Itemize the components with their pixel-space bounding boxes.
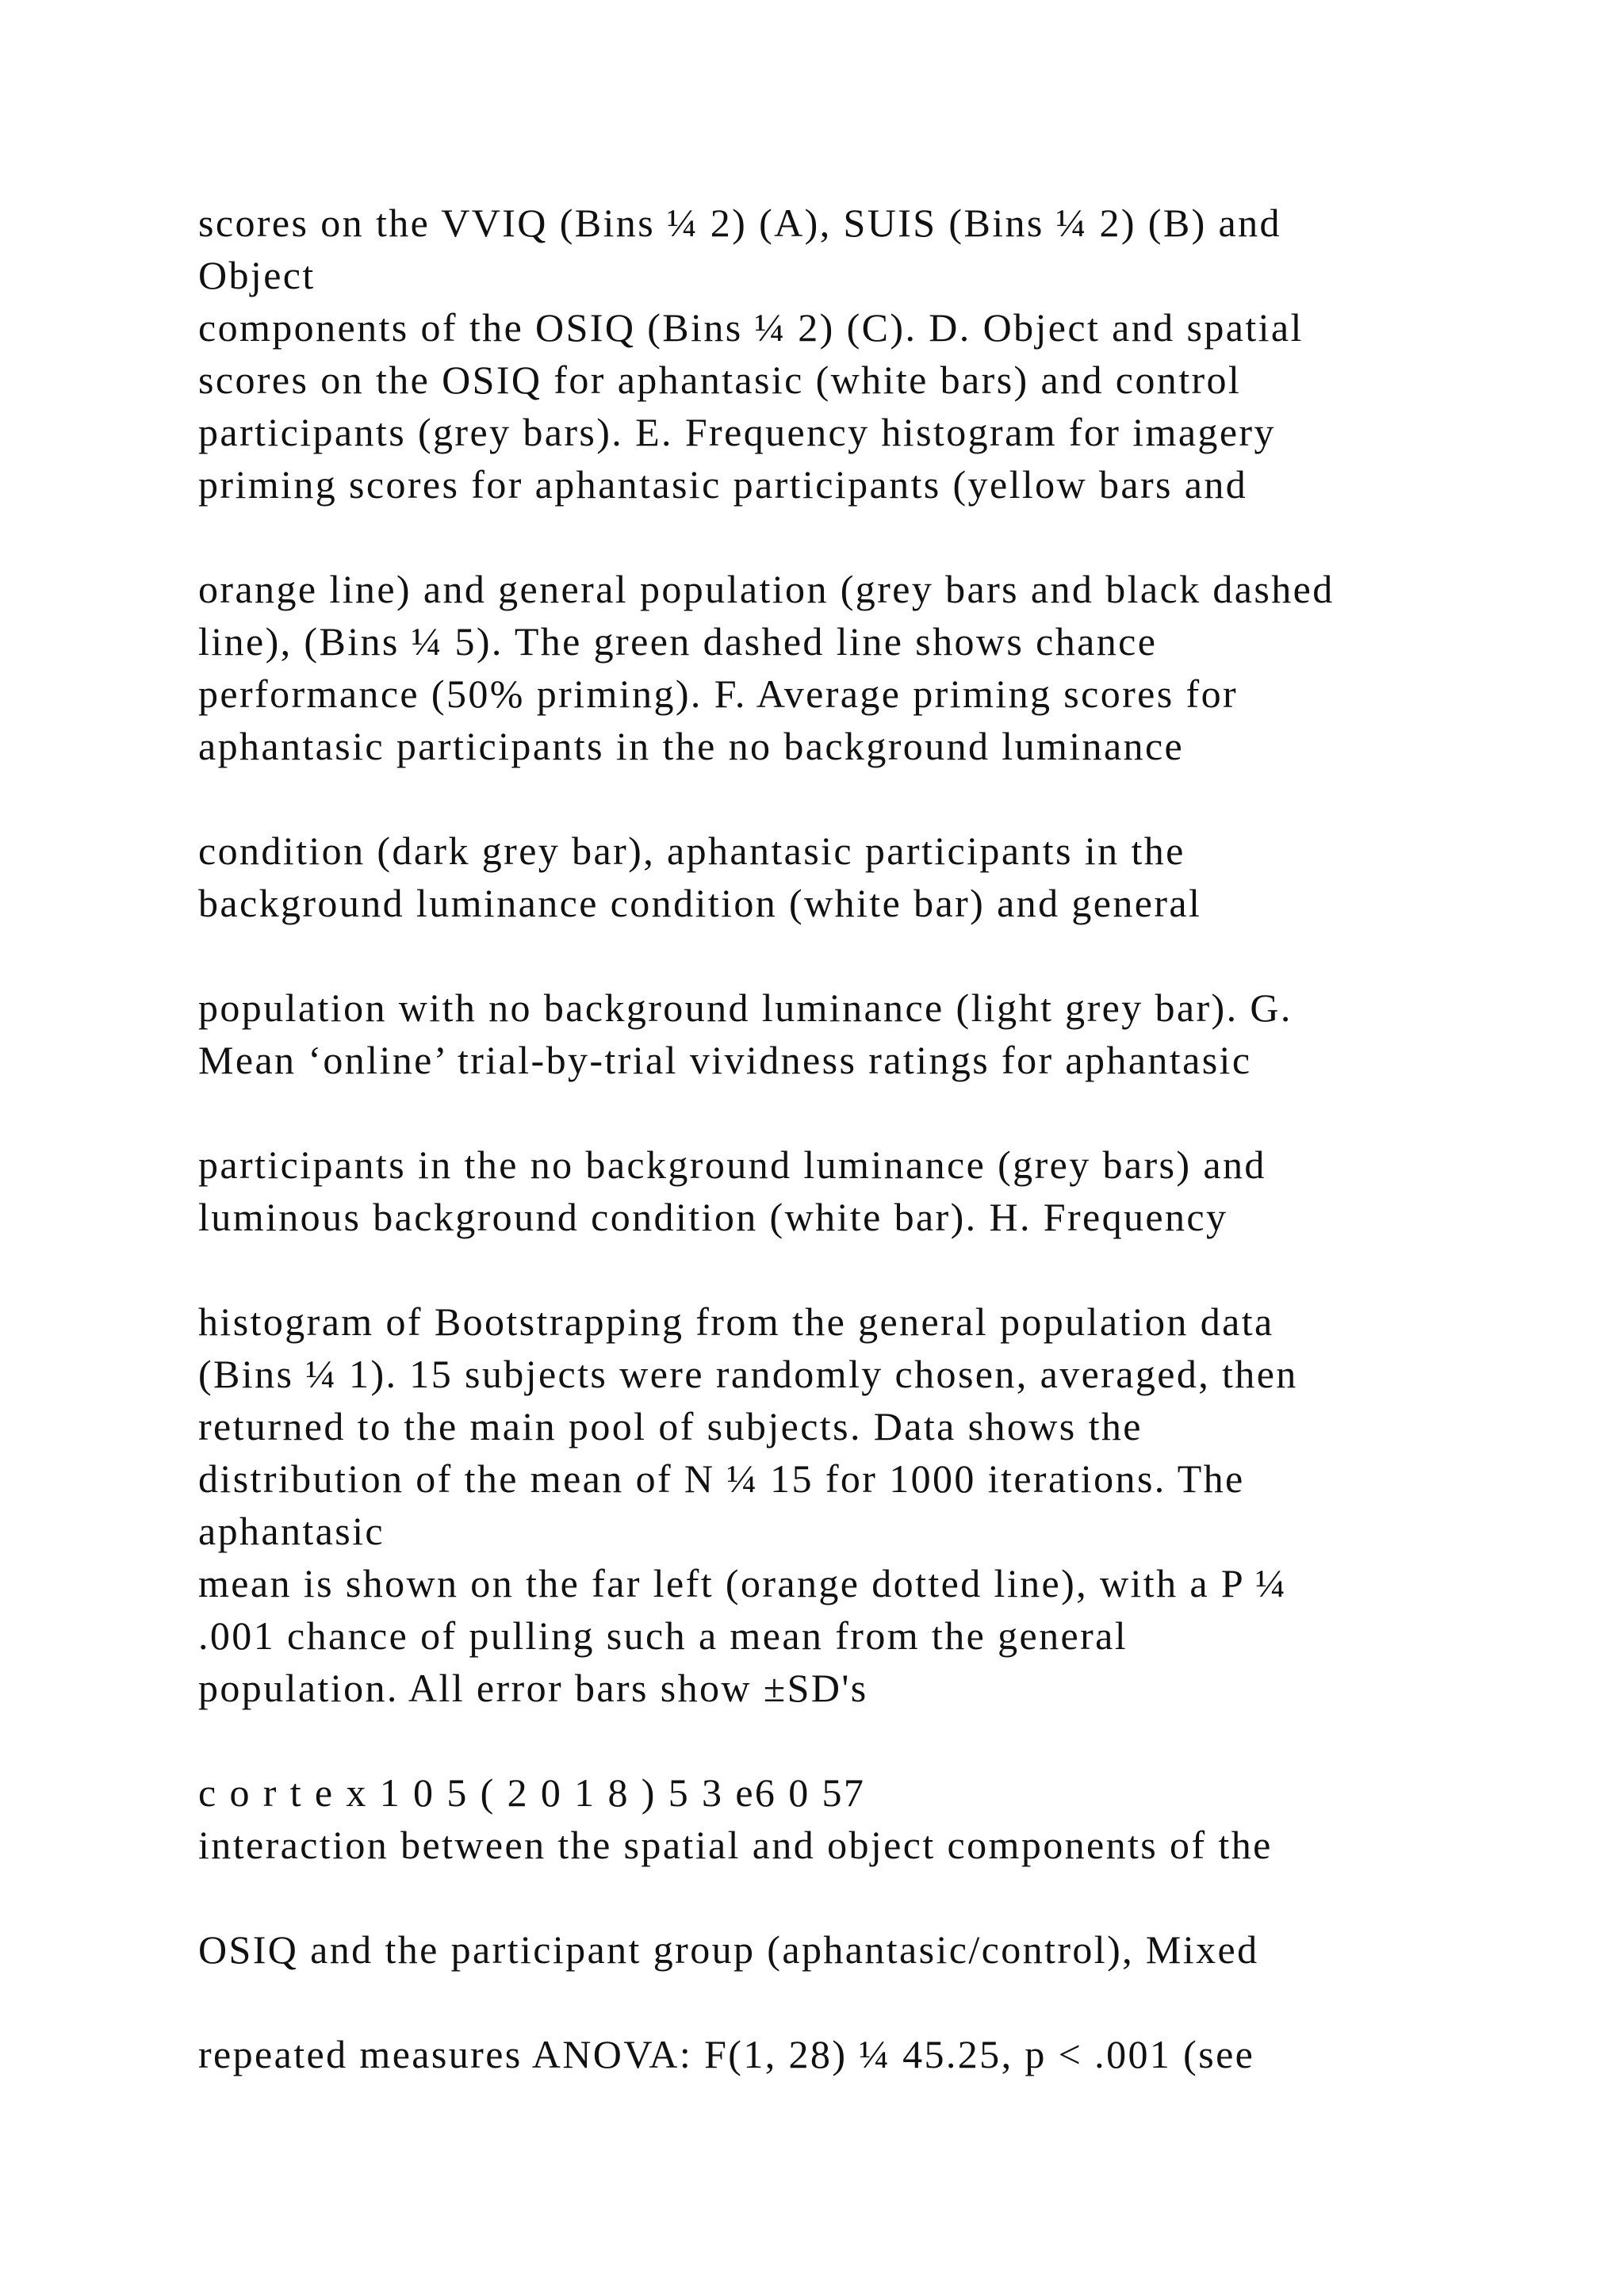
text-line: luminous background condition (white bar). H. Frequency <box>198 1195 1228 1239</box>
text-line: participants in the no background luminance (grey bars) and <box>198 1142 1266 1187</box>
text-line: performance (50% priming). F. Average priming scores for <box>198 672 1239 716</box>
text-line: aphantasic participants in the no background luminance <box>198 724 1185 768</box>
blank-line <box>198 1714 1546 1766</box>
text-line: population. All error bars show ±SD's <box>198 1666 868 1710</box>
text-line: Object <box>198 253 316 297</box>
running-footer: c o r t e x 1 0 5 ( 2 0 1 8 ) 5 3 e6 0 57 <box>198 1770 866 1815</box>
text-line: components of the OSIQ (Bins ¼ 2) (C). D. Object and spatial <box>198 305 1304 350</box>
text-line: .001 chance of pulling such a mean from the general <box>198 1613 1128 1658</box>
blank-line <box>198 929 1546 982</box>
text-line: scores on the VVIQ (Bins ¼ 2) (A), SUIS (Bins ¼ 2) (B) and <box>198 201 1281 245</box>
blank-line <box>198 1871 1546 1923</box>
text-line: (Bins ¼ 1). 15 subjects were randomly chosen, averaged, then <box>198 1352 1298 1396</box>
text-line: line), (Bins ¼ 5). The green dashed line shows chance <box>198 619 1158 664</box>
text-line: priming scores for aphantasic participants (yellow bars and <box>198 462 1248 507</box>
text-line: interaction between the spatial and object components of the <box>198 1823 1273 1867</box>
text-line: scores on the OSIQ for aphantasic (white bars) and control <box>198 358 1242 402</box>
blank-line <box>198 1976 1546 2028</box>
text-line: histogram of Bootstrapping from the general population data <box>198 1299 1274 1344</box>
blank-line <box>198 1086 1546 1138</box>
blank-line <box>198 511 1546 563</box>
text-line: population with no background luminance (light grey bar). G. <box>198 985 1293 1030</box>
text-line: condition (dark grey bar), aphantasic participants in the <box>198 828 1185 873</box>
text-line: repeated measures ANOVA: F(1, 28) ¼ 45.25, p < .001 (see <box>198 2032 1255 2076</box>
blank-line <box>198 1243 1546 1295</box>
text-line: mean is shown on the far left (orange dotted line), with a P ¼ <box>198 1561 1288 1605</box>
blank-line <box>198 772 1546 825</box>
text-line: distribution of the mean of N ¼ 15 for 1000 iterations. The <box>198 1456 1245 1501</box>
text-line: background luminance condition (white bar) and general <box>198 881 1202 925</box>
document-page <box>198 197 1546 2080</box>
text-line: Mean ‘online’ trial-by-trial vividness ratings for aphantasic <box>198 1038 1252 1082</box>
text-line: participants (grey bars). E. Frequency histogram for imagery <box>198 410 1276 454</box>
text-line: aphantasic <box>198 1509 385 1553</box>
text-line: returned to the main pool of subjects. Data shows the <box>198 1404 1143 1448</box>
text-line: OSIQ and the participant group (aphantasic/control), Mixed <box>198 1927 1259 1972</box>
text-line: orange line) and general population (grey bars and black dashed <box>198 567 1335 611</box>
